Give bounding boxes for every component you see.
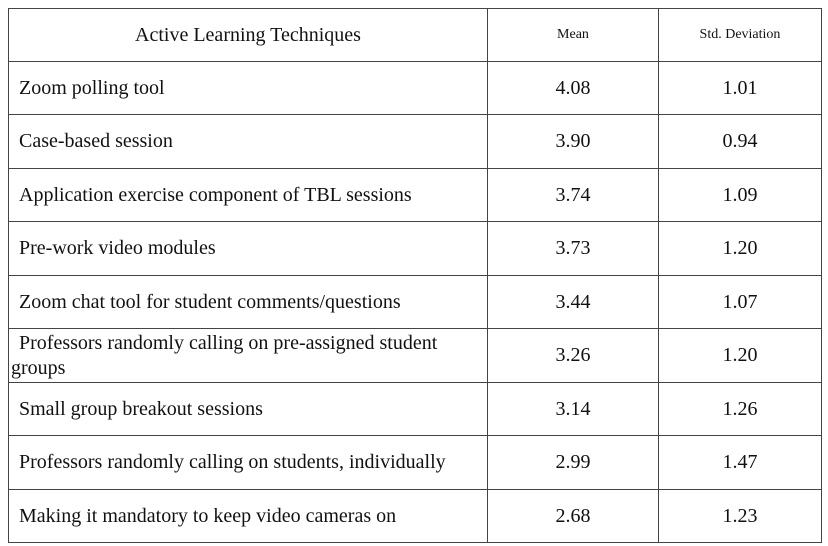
cell-std: 1.26 [659,383,822,436]
table-row [9,169,822,222]
table-row [9,329,822,383]
cell-std: 1.20 [659,222,822,276]
cell-technique: Professors randomly calling on pre-assigned student groups [9,329,488,383]
table-row [9,490,822,543]
cell-technique: Professors randomly calling on students, individually [9,436,488,490]
table-row [9,222,822,276]
cell-mean: 3.90 [488,115,659,169]
cell-std: 1.47 [659,436,822,490]
table-row [9,276,822,329]
table-row [9,115,822,169]
cell-technique: Application exercise component of TBL sessions [9,169,488,222]
cell-technique: Pre-work video modules [9,222,488,276]
header-std-deviation: Std. Deviation [659,9,822,62]
cell-mean: 4.08 [488,62,659,115]
active-learning-table [8,8,822,543]
cell-technique: Small group breakout sessions [9,383,488,436]
table-header-row [9,9,822,62]
header-mean: Mean [488,9,659,62]
cell-technique: Zoom polling tool [9,62,488,115]
cell-std: 1.20 [659,329,822,383]
cell-mean: 3.73 [488,222,659,276]
cell-std: 0.94 [659,115,822,169]
table-row [9,436,822,490]
cell-std: 1.23 [659,490,822,543]
table-row [9,383,822,436]
cell-technique: Making it mandatory to keep video cameras on [9,490,488,543]
header-technique: Active Learning Techniques [9,9,488,62]
cell-std: 1.07 [659,276,822,329]
cell-mean: 2.68 [488,490,659,543]
cell-std: 1.01 [659,62,822,115]
cell-mean: 3.74 [488,169,659,222]
cell-mean: 3.26 [488,329,659,383]
cell-mean: 2.99 [488,436,659,490]
table-row [9,62,822,115]
cell-technique: Zoom chat tool for student comments/questions [9,276,488,329]
cell-mean: 3.44 [488,276,659,329]
cell-mean: 3.14 [488,383,659,436]
cell-std: 1.09 [659,169,822,222]
cell-technique: Case-based session [9,115,488,169]
